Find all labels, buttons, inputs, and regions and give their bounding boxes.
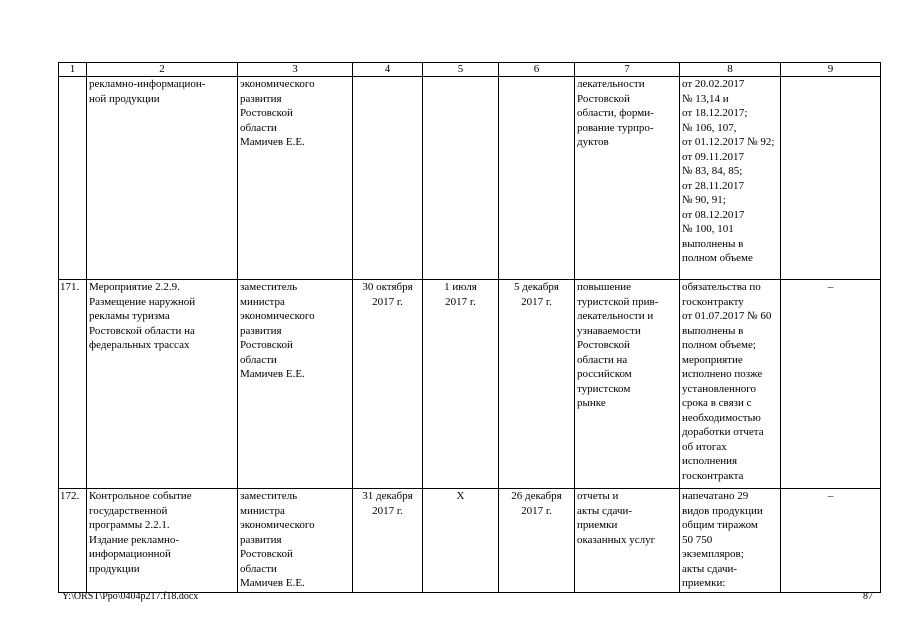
header-row	[59, 63, 881, 77]
document-table	[58, 62, 881, 593]
notes-cell: –	[781, 280, 881, 489]
column-header: 4	[353, 63, 423, 77]
column-header: 5	[423, 63, 499, 77]
expected-result-cell: повышение туристской прив- лекательности и узнаваемости Ростовской области на российском туристском рынке	[575, 280, 680, 489]
actual-start-cell	[423, 77, 499, 280]
table-row	[59, 77, 881, 280]
row-number	[59, 77, 87, 280]
table-row	[59, 489, 881, 593]
footer-file-path: Y:\ORST\Ppo\0404p217.f18.docx	[62, 591, 199, 602]
responsible-cell: заместитель министра экономического развития Ростовской области Мамичев Е.Е.	[238, 280, 353, 489]
expected-result-cell: лекательности Ростовской области, форми- рование турпро- дуктов	[575, 77, 680, 280]
notes-cell	[781, 77, 881, 280]
column-header: 6	[499, 63, 575, 77]
column-header: 3	[238, 63, 353, 77]
table-row	[59, 280, 881, 489]
row-number: 171.	[59, 280, 87, 489]
event-name-cell: Мероприятие 2.2.9. Размещение наружной рекламы туризма Ростовской области на федеральных трассах	[87, 280, 238, 489]
actual-result-cell: обязательства по госконтракту от 01.07.2017 № 60 выполнены в полном объеме; мероприятие исполнено позже установленного срока в связи с необходимостью доработки отчета об итогах исполнения госконтракта	[680, 280, 781, 489]
actual-start-cell: 1 июля 2017 г.	[423, 280, 499, 489]
page-number: 87	[863, 591, 873, 602]
column-header: 7	[575, 63, 680, 77]
actual-end-cell	[499, 77, 575, 280]
column-header: 1	[59, 63, 87, 77]
notes-cell: –	[781, 489, 881, 593]
actual-end-cell: 26 декабря 2017 г.	[499, 489, 575, 593]
responsible-cell: заместитель министра экономического развития Ростовской области Мамичев Е.Е.	[238, 489, 353, 593]
actual-result-cell: от 20.02.2017 № 13,14 и от 18.12.2017; № 106, 107, от 01.12.2017 № 92; от 09.11.2017 № 83, 84, 85; от 28.11.2017 № 90, 91; от 08.12.2017 № 100, 101 выполнены в полном объеме	[680, 77, 781, 280]
event-name-cell: рекламно-информацион- ной продукции	[87, 77, 238, 280]
actual-result-cell: напечатано 29 видов продукции общим тиражом 50 750 экземпляров; акты сдачи- приемки:	[680, 489, 781, 593]
column-header: 2	[87, 63, 238, 77]
responsible-cell: экономического развития Ростовской области Мамичев Е.Е.	[238, 77, 353, 280]
actual-end-cell: 5 декабря 2017 г.	[499, 280, 575, 489]
actual-start-cell: Х	[423, 489, 499, 593]
column-header: 9	[781, 63, 881, 77]
column-header: 8	[680, 63, 781, 77]
planned-date-cell: 30 октября 2017 г.	[353, 280, 423, 489]
expected-result-cell: отчеты и акты сдачи- приемки оказанных услуг	[575, 489, 680, 593]
planned-date-cell	[353, 77, 423, 280]
event-name-cell: Контрольное событие государственной программы 2.2.1. Издание рекламно- информационной продукции	[87, 489, 238, 593]
planned-date-cell: 31 декабря 2017 г.	[353, 489, 423, 593]
row-number: 172.	[59, 489, 87, 593]
